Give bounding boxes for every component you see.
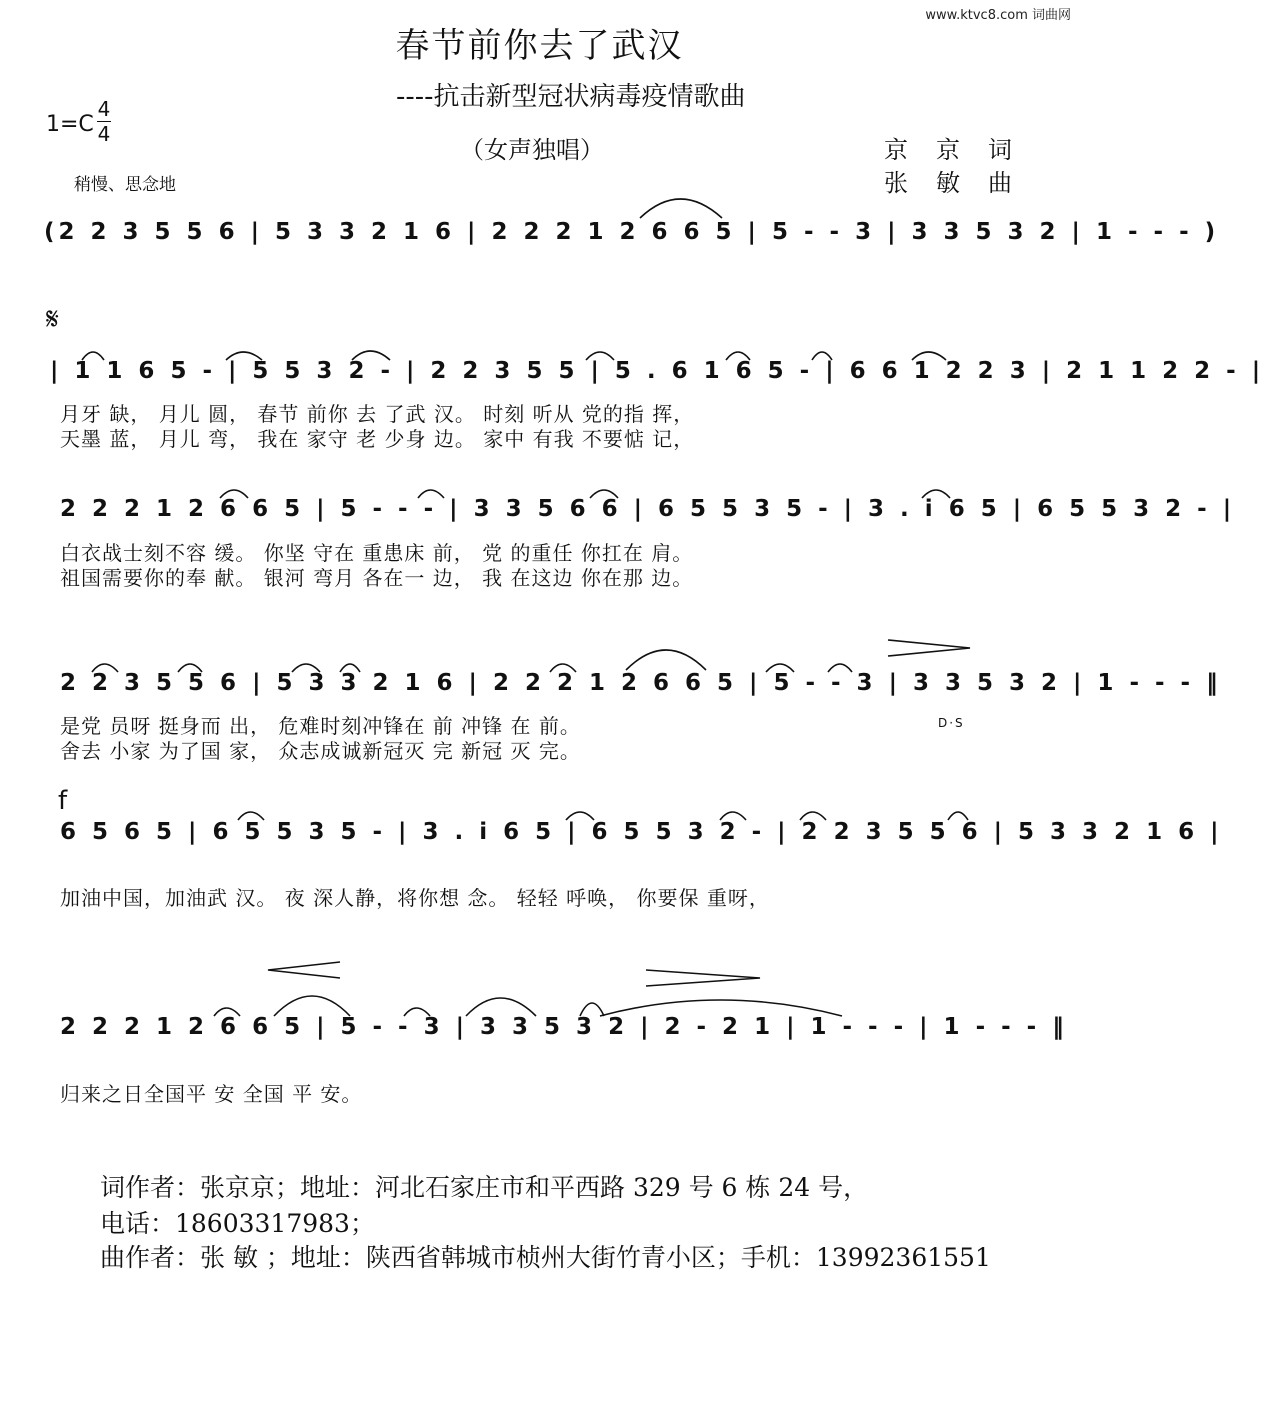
slur bbox=[226, 352, 262, 360]
system-2-lyric-verse-1: 白衣战士刻不容 缓。 你坚 守在 重患床 前， 党 的重任 你扛在 肩。 bbox=[60, 541, 694, 565]
slur bbox=[720, 812, 746, 820]
slur bbox=[178, 664, 202, 672]
site-watermark: www.ktvc8.com 词曲网 bbox=[925, 8, 1071, 23]
composer-info: 曲作者：张 敏 ；地址：陕西省韩城市桢州大街竹青小区；手机：13992361551 bbox=[100, 1243, 991, 1272]
song-subtitle: ----抗击新型冠状病毒疫情歌曲 bbox=[396, 82, 746, 112]
song-title: 春节前你去了武汉 bbox=[395, 26, 684, 66]
slur bbox=[600, 1000, 842, 1016]
time-signature-bottom: 4 bbox=[97, 122, 111, 146]
slur bbox=[214, 1008, 240, 1016]
segno-sign: 𝄋 bbox=[46, 302, 59, 337]
system-4-notes: 6 5 6 5 | 6 5 5 3 5 - | 3 . i 6 5 | 6 5 5 3 2 - | 2 2 3 5 5 6 | 5 3 3 2 1 6 | bbox=[60, 819, 1223, 845]
system-1-lyric-verse-1: 月牙 缺， 月儿 圆， 春节 前你 去 了武 汉。 时刻 听从 党的指 挥， bbox=[60, 402, 695, 426]
slur bbox=[586, 352, 614, 360]
slur bbox=[82, 352, 104, 360]
slur bbox=[766, 664, 794, 672]
slur bbox=[828, 664, 852, 672]
decrescendo-hairpin bbox=[888, 640, 970, 656]
slur bbox=[948, 812, 968, 820]
lyricist-phone: 电话：18603317983； bbox=[100, 1209, 375, 1238]
system-1-notes: | 1 1 6 5 - | 5 5 3 2 - | 2 2 3 5 5 | 5 . 6 1 6 5 - | 6 6 1 2 2 3 | 2 1 1 2 2 - | bbox=[50, 358, 1264, 384]
voice-type: （女声独唱） bbox=[460, 136, 604, 164]
time-signature-top: 4 bbox=[97, 97, 111, 121]
system-4-lyric: 加油中国，加油武 汉。 夜 深人静，将你想 念。 轻轻 呼唤， 你要保 重呀， bbox=[60, 886, 770, 910]
tempo-marking: 稍慢、思念地 bbox=[74, 175, 176, 195]
crescendo-hairpin bbox=[268, 962, 340, 978]
system-2-lyric-verse-2: 祖国需要你的奉 献。 银河 弯月 各在一 边， 我 在这边 你在那 边。 bbox=[60, 566, 694, 590]
slur bbox=[220, 490, 248, 498]
intro-notes: (2 2 3 5 5 6 | 5 3 3 2 1 6 | 2 2 2 1 2 6 6 5 | 5 - - 3 | 3 3 5 3 2 | 1 - - - ) bbox=[44, 219, 1220, 245]
slur bbox=[92, 664, 118, 672]
slur bbox=[238, 812, 264, 820]
slur bbox=[418, 490, 444, 498]
forte-dynamic: f bbox=[58, 786, 68, 816]
slur bbox=[726, 352, 750, 360]
slur bbox=[404, 1008, 430, 1016]
slur bbox=[274, 996, 350, 1016]
slur bbox=[800, 812, 826, 820]
system-3-lyric-verse-1: 是党 员呀 挺身而 出， 危难时刻冲锋在 前 冲锋 在 前。 bbox=[60, 714, 581, 738]
composer-credit: 张敏曲 bbox=[884, 169, 1040, 197]
system-5-lyric: 归来之日全国平 安 全国 平 安。 bbox=[60, 1082, 363, 1106]
key-signature: 1=C bbox=[46, 112, 94, 137]
slur bbox=[352, 351, 390, 360]
system-3-notes: 2 2 3 5 5 6 | 5 3 3 2 1 6 | 2 2 2 1 2 6 6 5 | 5 - - 3 | 3 3 5 3 2 | 1 - - - ‖ bbox=[60, 670, 1222, 696]
system-5-notes: 2 2 2 1 2 6 6 5 | 5 - - 3 | 3 3 5 3 2 | 2 - 2 1 | 1 - - - | 1 - - - ‖ bbox=[60, 1014, 1068, 1040]
slur bbox=[590, 490, 618, 498]
slur bbox=[580, 1003, 604, 1016]
slur bbox=[566, 812, 594, 820]
slur bbox=[812, 352, 832, 360]
slur bbox=[340, 664, 360, 672]
slur bbox=[626, 650, 706, 670]
lyricist-credit: 京京词 bbox=[884, 136, 1040, 164]
system-1-lyric-verse-2: 天墨 蓝， 月儿 弯， 我在 家守 老 少身 边。 家中 有我 不要惦 记， bbox=[60, 427, 695, 451]
decrescendo-hairpin bbox=[646, 970, 760, 986]
slur bbox=[640, 199, 722, 218]
lyricist-info: 词作者：张京京；地址：河北石家庄市和平西路 329 号 6 栋 24 号， bbox=[100, 1173, 869, 1202]
dal-segno-marking: D·S bbox=[938, 716, 965, 730]
slur bbox=[550, 664, 576, 672]
slur bbox=[922, 490, 950, 498]
slur bbox=[292, 664, 320, 672]
slur bbox=[466, 998, 536, 1016]
system-3-lyric-verse-2: 舍去 小家 为了国 家， 众志成诚新冠灭 完 新冠 灭 完。 bbox=[60, 739, 581, 763]
system-2-notes: 2 2 2 1 2 6 6 5 | 5 - - - | 3 3 5 6 6 | 6 5 5 3 5 - | 3 . i 6 5 | 6 5 5 3 2 - | bbox=[60, 496, 1236, 522]
slur bbox=[912, 352, 946, 360]
